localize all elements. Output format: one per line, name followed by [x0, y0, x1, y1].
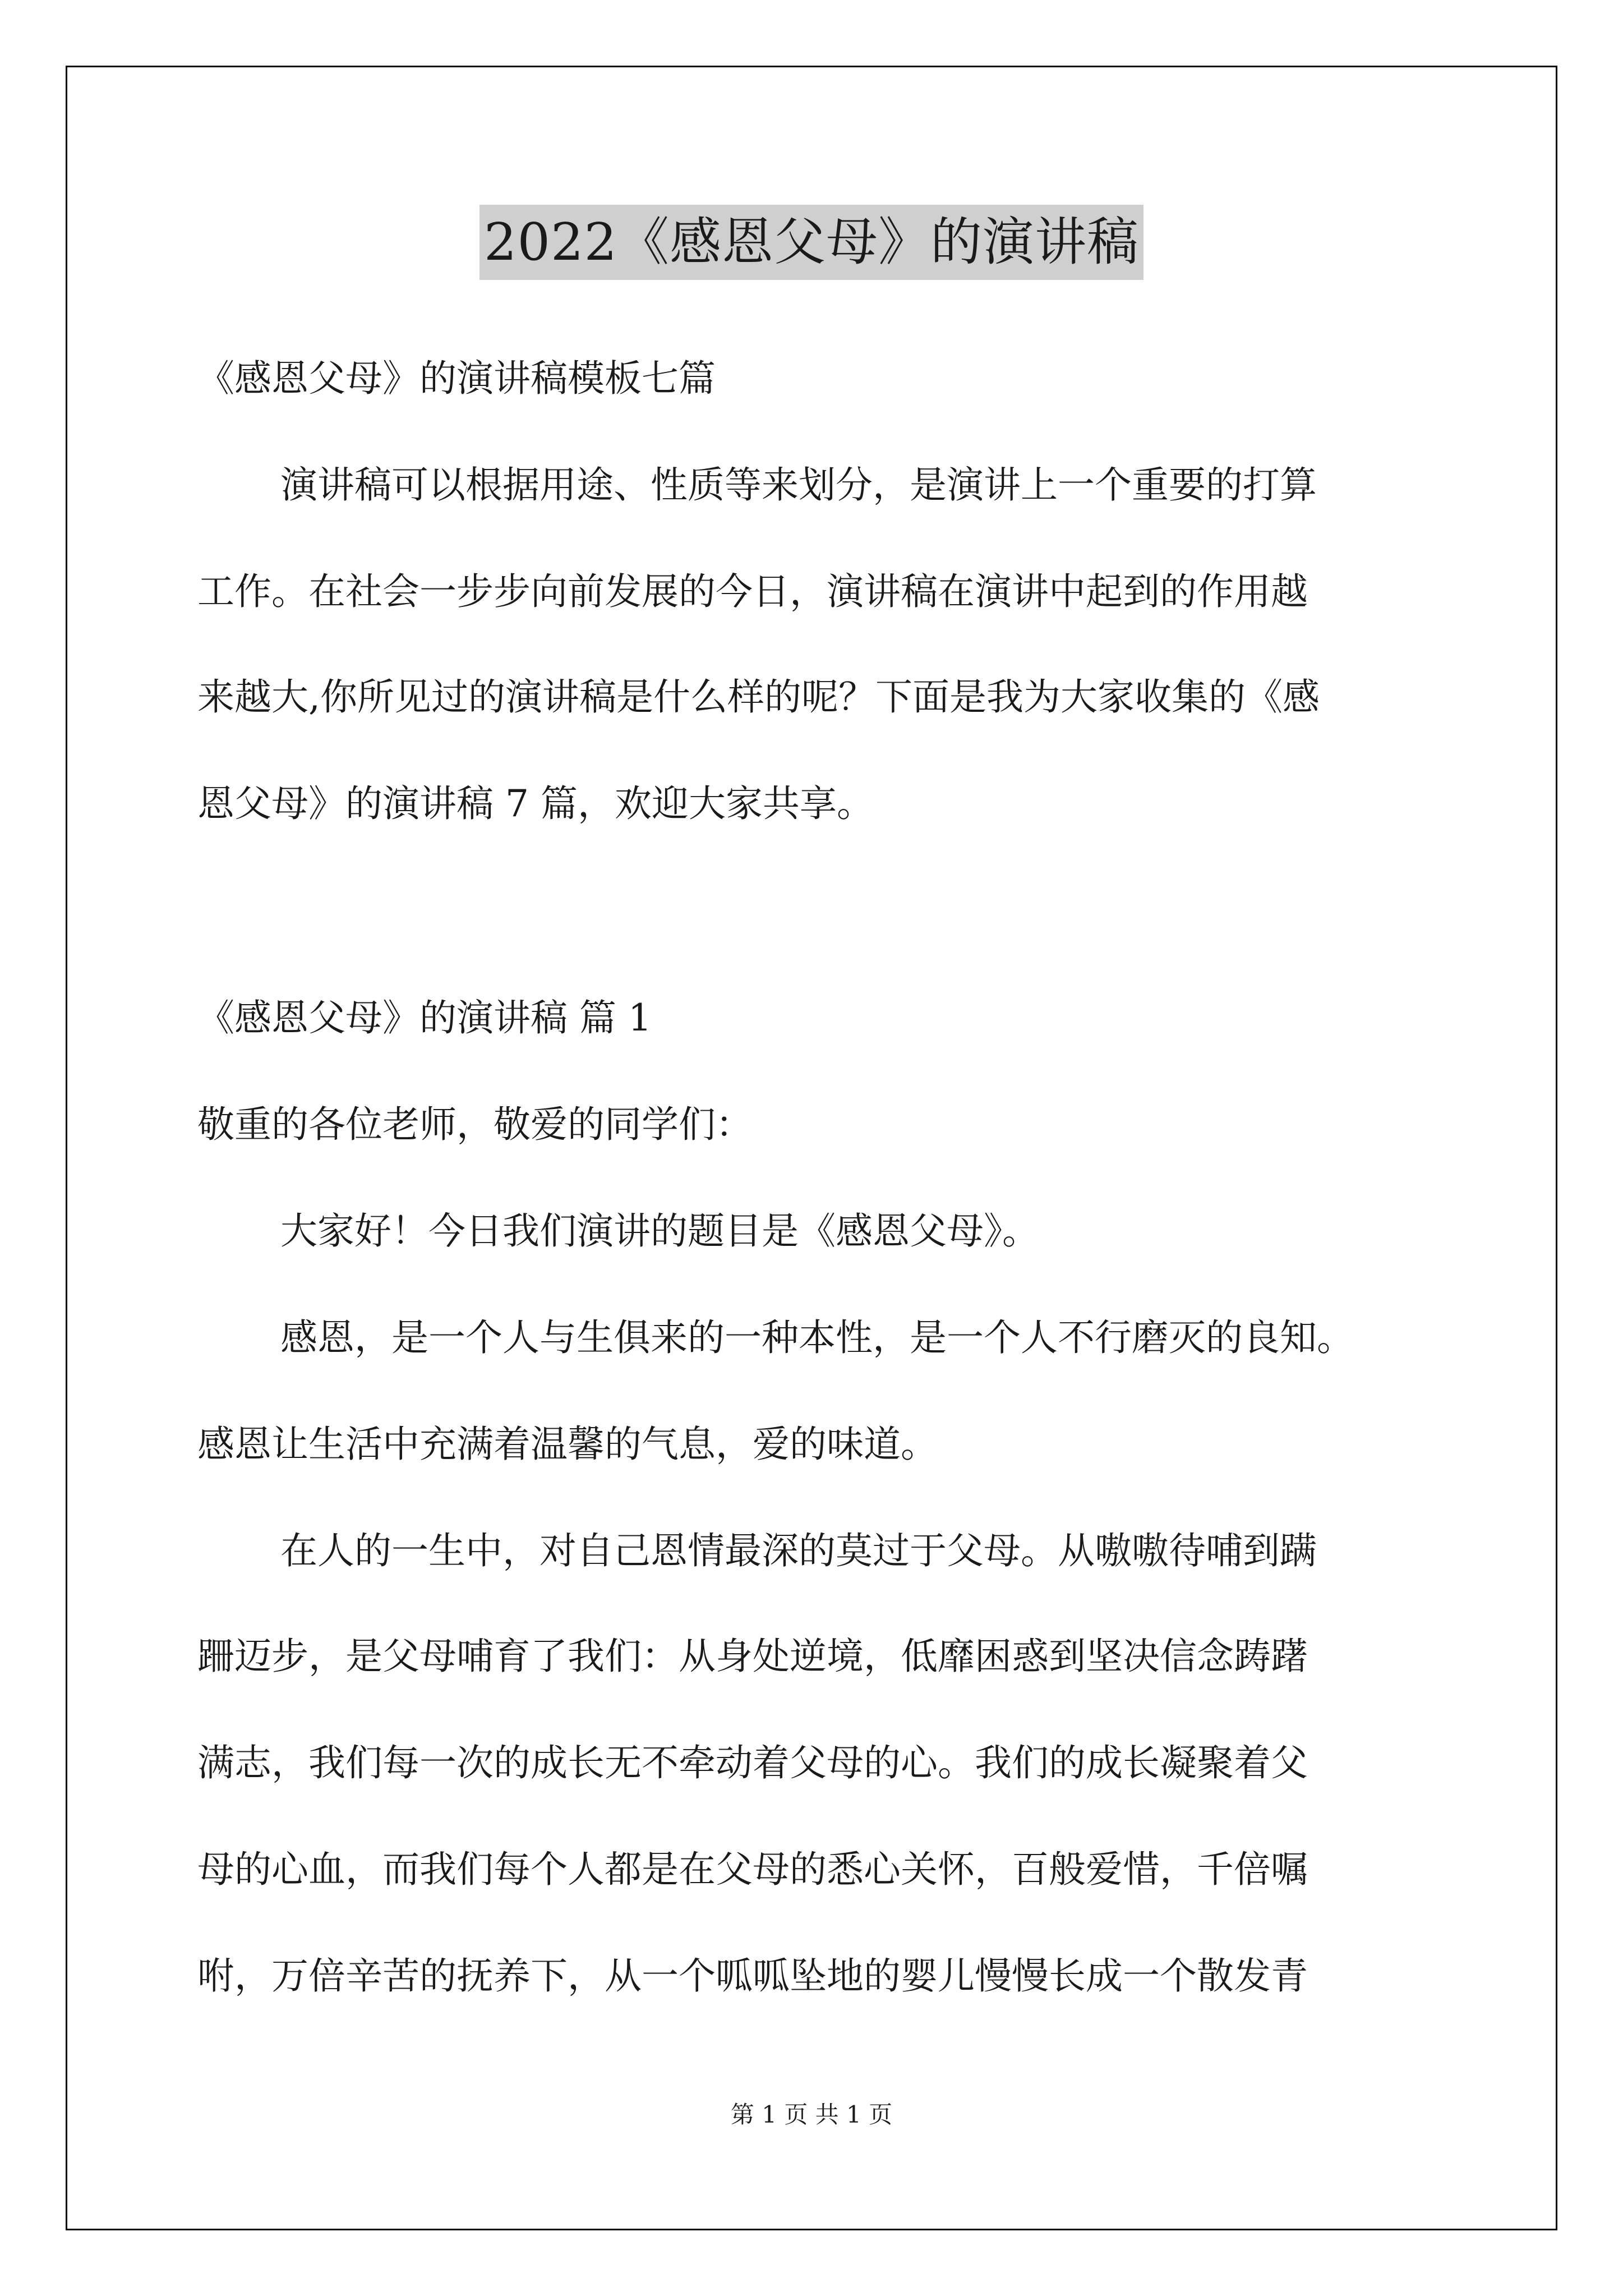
- para2-line-2: 跚迈步，是父母哺育了我们：从身处逆境，低靡困惑到坚决信念踌躇: [197, 1635, 1308, 1678]
- page-footer: 第 1 页 共 1 页: [730, 2101, 893, 2128]
- intro-line-1: 演讲稿可以根据用途、性质等来划分，是演讲上一个重要的打算: [280, 463, 1317, 507]
- intro-line-3: 来越大,你所见过的演讲稿是什么样的呢？下面是我为大家收集的《感: [197, 675, 1320, 719]
- intro-line-4: 恩父母》的演讲稿 7 篇，欢迎大家共享。: [197, 782, 874, 825]
- salutation: 敬重的各位老师，敬爱的同学们：: [197, 1103, 753, 1146]
- para2-line-5: 咐，万倍辛苦的抚养下，从一个呱呱坠地的婴儿慢慢长成一个散发青: [197, 1954, 1308, 1998]
- title-container: [0, 205, 1623, 280]
- para2-line-4: 母的心血，而我们每个人都是在父母的悉心关怀，百般爱惜，千倍嘱: [197, 1848, 1308, 1891]
- para2-line-3: 满志，我们每一次的成长无不牵动着父母的心。我们的成长凝聚着父: [197, 1741, 1308, 1784]
- intro-line-2: 工作。在社会一步步向前发展的今日，演讲稿在演讲中起到的作用越: [197, 570, 1308, 613]
- para1-line-1: 感恩，是一个人与生俱来的一种本性，是一个人不行磨灭的良知。: [280, 1316, 1354, 1359]
- greeting: 大家好！今日我们演讲的题目是《感恩父母》。: [280, 1209, 1039, 1253]
- section-heading: 《感恩父母》的演讲稿 篇 1: [197, 996, 652, 1039]
- para1-line-2: 感恩让生活中充满着温馨的气息，爱的味道。: [197, 1423, 938, 1466]
- document-subtitle: 《感恩父母》的演讲稿模板七篇: [197, 357, 716, 400]
- document-title: 2022《感恩父母》的演讲稿: [479, 205, 1144, 280]
- para2-line-1: 在人的一生中，对自己恩情最深的莫过于父母。从嗷嗷待哺到蹒: [280, 1529, 1317, 1572]
